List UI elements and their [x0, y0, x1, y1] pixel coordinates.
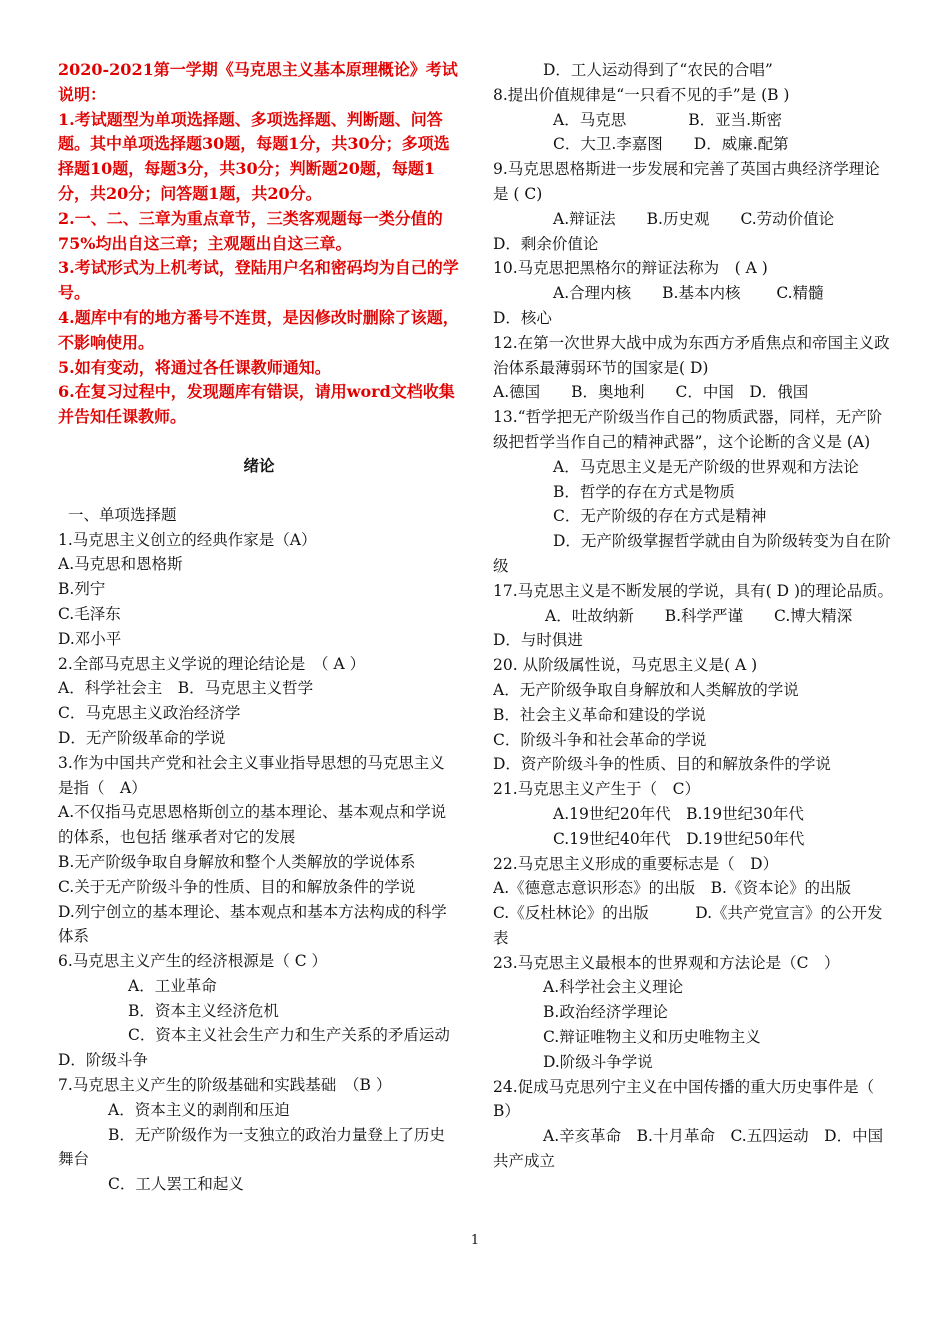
- option-line: A．无产阶级争取自身解放和人类解放的学说: [493, 680, 799, 699]
- option-line: A.《德意志意识形态》的出版 B.《资本论》的出版: [493, 879, 851, 898]
- option-line: A.马克思和恩格斯: [58, 555, 183, 574]
- option-line: A.辩证法 B.历史观 C.劳动价值论: [553, 209, 835, 228]
- option-line: B．无产阶级作为一支独立的政治力量登上了历史舞台: [58, 1125, 445, 1169]
- question-line: 9.马克思恩格斯进一步发展和完善了英国古典经济学理论是 ( C): [493, 160, 880, 203]
- option-line: C.《反杜林论》的出版 D.《共产党宣言》的公开发表: [493, 904, 883, 947]
- question-line: 1.马克思主义创立的经典作家是（A）: [58, 530, 317, 549]
- option-line: A.科学社会主义理论: [543, 978, 684, 997]
- option-line: C．马克思主义政治经济学: [58, 704, 241, 723]
- option-line: C．资本主义社会生产力和生产关系的矛盾运动 D．阶级斗争: [58, 1026, 481, 1070]
- part-title: 一、单项选择题: [68, 505, 177, 524]
- section-title: 绪论: [243, 455, 275, 475]
- option-line: D.邓小平: [58, 629, 122, 648]
- option-line: D.阶级斗争学说: [543, 1052, 653, 1071]
- option-line: B．资本主义经济危机: [128, 1001, 279, 1020]
- question-line: 2.全部马克思主义学说的理论结论是 （ A ）: [58, 654, 366, 673]
- question-line: 6.马克思主义产生的经济根源是（ C ）: [58, 952, 328, 971]
- question-line: 20. 从阶级属性说，马克思主义是( A ): [493, 656, 758, 675]
- option-line: B.无产阶级争取自身解放和整个人类解放的学说体系: [58, 852, 416, 871]
- exam-note-5: 5.如有变动，将通过各任课教师通知。: [58, 357, 331, 377]
- question-line: 22.马克思主义形成的重要标志是（ D）: [493, 854, 779, 873]
- page-number: 1: [470, 1233, 480, 1248]
- option-line: A.19世纪20年代 B.19世纪30年代: [553, 804, 804, 823]
- option-line: C.辩证唯物主义和历史唯物主义: [543, 1028, 761, 1047]
- option-line: D．无产阶级掌握哲学就由自为阶级转变为自在阶级: [493, 532, 891, 575]
- option-line: C．阶级斗争和社会革命的学说: [493, 730, 707, 749]
- option-line: D．与时俱进: [493, 631, 583, 650]
- option-line: D．核心: [493, 308, 552, 327]
- question-line: 10.马克思把黑格尔的辩证法称为 ( A ): [493, 259, 768, 278]
- option-line: C．无产阶级的存在方式是精神: [553, 507, 767, 526]
- exam-note-2: 2.一、二、三章为重点章节，三类客观题每一类分值的75%均出自这三章；主观题出自这三章。: [58, 208, 443, 253]
- question-line: 17.马克思主义是不断发展的学说，具有( D )的理论品质。: [493, 581, 894, 600]
- exam-note-1: 1.考试题型为单项选择题、多项选择题、判断题、问答题。其中单项选择题30题，每题1分，共30分；多项选择题10题，每题3分，共30分；判断题20题，每题1分，共20分；问答题1题，共20分。: [58, 109, 450, 203]
- question-line: 12.在第一次世界大战中成为东西方矛盾焦点和帝国主义政治体系最薄弱环节的国家是( D): [493, 333, 890, 377]
- option-line: C.关于无产阶级斗争的性质、目的和解放条件的学说: [58, 877, 416, 896]
- exam-note-3: 3.考试形式为上机考试，登陆用户名和密码均为自己的学号。: [58, 258, 459, 303]
- option-line: A．马克思 B．亚当.斯密: [553, 110, 783, 129]
- exam-note-6: 6.在复习过程中，发现题库有错误，请用word文档收集并告知任课教师。: [58, 382, 455, 427]
- option-line: D．剩余价值论: [493, 234, 599, 253]
- option-line: A．工业革命: [128, 976, 217, 995]
- exam-note-4: 4.题库中有的地方番号不连贯，是因修改时删除了该题，不影响使用。: [58, 307, 459, 352]
- right-column: [493, 58, 895, 1174]
- option-line: A．吐故纳新 B.科学严谨 C.博大精深: [545, 606, 853, 625]
- option-line: C．工人罢工和起义: [108, 1175, 244, 1194]
- option-line: B．社会主义革命和建设的学说: [493, 705, 706, 724]
- question-line: 21.马克思主义产生于（ C）: [493, 780, 701, 799]
- option-line: B.列宁: [58, 580, 106, 599]
- option-line: A．科学社会主 B．马克思主义哲学: [58, 679, 314, 698]
- option-line: B.政治经济学理论: [543, 1003, 668, 1022]
- option-line: D．资产阶级斗争的性质、目的和解放条件的学说: [493, 755, 831, 774]
- question-line: 23.马克思主义最根本的世界观和方法论是（C ）: [493, 953, 840, 972]
- question-line: 7.马克思主义产生的阶级基础和实践基础 （B ）: [58, 1076, 392, 1095]
- option-line: D．无产阶级革命的学说: [58, 728, 226, 747]
- question-line: 8.提出价值规律是“一只看不见的手”是 (B ): [493, 85, 790, 104]
- option-line: C.19世纪40年代 D.19世纪50年代: [553, 829, 805, 848]
- question-line: 13.“哲学把无产阶级当作自己的物质武器，同样，无产阶级把哲学当作自己的精神武器”，这个论断的含义是 (A): [493, 408, 883, 451]
- question-line: 3.作为中国共产党和社会主义事业指导思想的马克思主义是指（ A）: [58, 753, 445, 797]
- option-line: A．资本主义的剥削和压迫: [108, 1100, 290, 1119]
- option-line: D．工人运动得到了“农民的合唱”: [543, 61, 773, 79]
- exam-title: 2020-2021第一学期《马克思主义基本原理概论》考试说明：: [58, 60, 458, 104]
- left-column: [58, 58, 481, 1197]
- option-line: C．大卫.李嘉图 D．威廉.配第: [553, 135, 789, 154]
- option-line: C.毛泽东: [58, 604, 121, 623]
- option-line: A.合理内核 B.基本内核 C.精髓: [553, 284, 824, 303]
- option-line: B．哲学的存在方式是物质: [553, 482, 735, 501]
- option-line: A.不仅指马克思恩格斯创立的基本理论、基本观点和学说的体系，也包括 继承者对它的发展: [58, 803, 447, 847]
- question-line: 24.促成马克思列宁主义在中国传播的重大历史事件是（ B）: [493, 1077, 890, 1121]
- option-line: D.列宁创立的基本理论、基本观点和基本方法构成的科学体系: [58, 902, 447, 946]
- option-line: A.德国 B．奥地利 C．中国 D．俄国: [493, 383, 809, 402]
- option-line: A.辛亥革命 B.十月革命 C.五四运动 D．中国共产成立: [493, 1127, 884, 1171]
- option-line: A．马克思主义是无产阶级的世界观和方法论: [553, 457, 859, 476]
